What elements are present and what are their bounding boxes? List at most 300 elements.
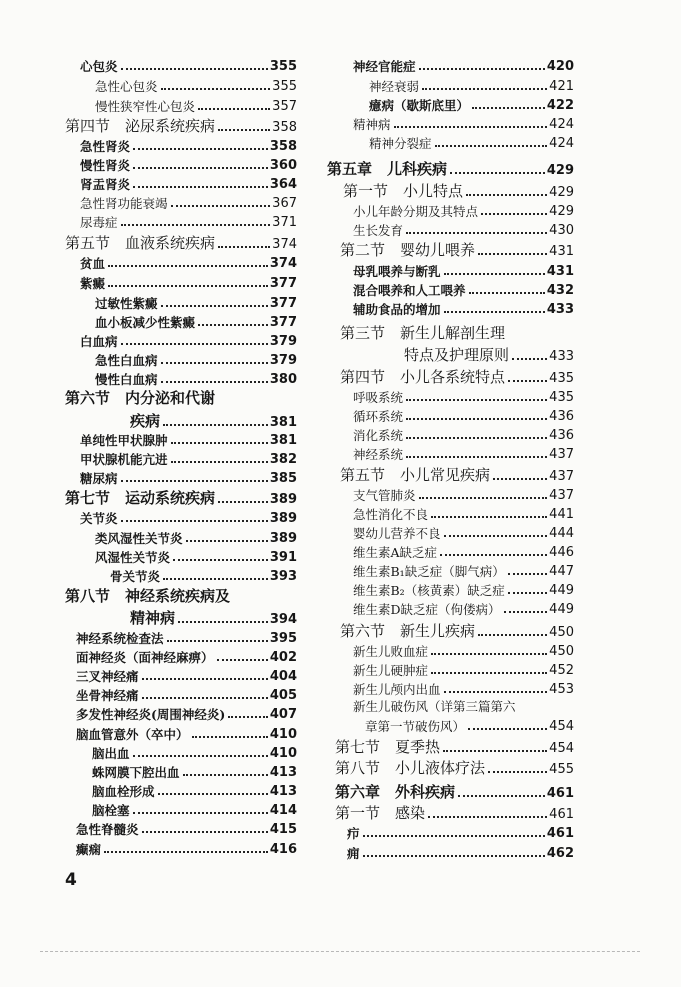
- leader-dots: [363, 855, 545, 857]
- entry-title: 癔病（歇斯底里）: [369, 97, 470, 113]
- toc-entry: [92, 804, 297, 817]
- entry-page: 374: [272, 237, 297, 252]
- entry-page: 431: [546, 264, 574, 279]
- entry-page: 393: [269, 569, 297, 584]
- toc-chapter: [335, 785, 574, 800]
- toc-entry: [92, 785, 297, 798]
- leader-dots: [419, 497, 548, 499]
- entry-title: 骨关节炎: [110, 568, 161, 584]
- leader-dots: [142, 678, 268, 680]
- toc-entry: [353, 683, 574, 696]
- entry-page: 433: [546, 302, 574, 317]
- toc-entry: [369, 137, 574, 150]
- toc-section: [340, 243, 574, 258]
- entry-page: 444: [549, 526, 574, 541]
- entry-page: 461: [546, 786, 574, 801]
- entry-title: 婴幼儿营养不良: [353, 525, 441, 541]
- leader-dots: [444, 311, 545, 313]
- toc-entry: [95, 100, 297, 113]
- entry-page: 435: [549, 371, 574, 386]
- entry-page: 377: [269, 315, 297, 330]
- entry-title: 风湿性关节炎: [95, 549, 171, 565]
- entry-title: 第五节 血液系统疾病: [65, 234, 216, 252]
- toc-entry: [80, 60, 297, 73]
- toc-entry: [76, 632, 297, 645]
- leader-dots: [428, 816, 547, 818]
- leader-dots: [133, 186, 268, 188]
- entry-page: 405: [269, 688, 297, 703]
- leader-dots: [488, 771, 547, 773]
- toc-section: [335, 806, 574, 821]
- leader-dots: [218, 129, 270, 131]
- entry-title: 急性心包炎: [95, 78, 158, 94]
- entry-title: 辅助食品的增加: [353, 301, 441, 317]
- leader-dots: [406, 232, 547, 234]
- toc-entry: [80, 140, 297, 153]
- toc-section: [335, 740, 574, 755]
- leader-dots: [171, 442, 268, 444]
- entry-page: 447: [549, 564, 574, 579]
- leader-dots: [363, 835, 545, 837]
- toc-entry: [95, 551, 297, 564]
- entry-page: 422: [546, 98, 574, 113]
- entry-page: 437: [549, 447, 574, 462]
- entry-page: 382: [269, 452, 297, 467]
- entry-title: 第四节 小儿各系统特点: [340, 368, 506, 386]
- toc-section: [340, 624, 574, 639]
- entry-title: 章第一节破伤风）: [365, 718, 466, 734]
- toc-entry: [80, 159, 297, 172]
- entry-title: 新生儿硬肿症: [353, 662, 429, 678]
- leader-dots: [158, 793, 268, 795]
- leader-dots: [121, 343, 268, 345]
- leader-dots: [472, 107, 545, 109]
- toc-entry: [353, 527, 574, 540]
- entry-title: 第五节 小儿常见疾病: [340, 466, 491, 484]
- leader-dots: [133, 148, 268, 150]
- toc-entry-line1: 新生儿破伤风（详第三篇第六: [353, 699, 516, 714]
- entry-title: 神经官能症: [353, 58, 416, 74]
- toc-entry: [353, 584, 574, 597]
- entry-title: 神经系统检查法: [76, 630, 164, 646]
- toc-entry: [76, 689, 297, 702]
- entry-title: 第六节 新生儿疾病: [340, 622, 476, 640]
- toc-entry: [353, 489, 574, 502]
- entry-page: 420: [546, 59, 574, 74]
- entry-title: 慢性肾炎: [80, 157, 131, 173]
- entry-title: 消化系统: [353, 427, 404, 443]
- entry-title: 糖尿病: [80, 470, 118, 486]
- entry-page: 424: [549, 117, 574, 132]
- leader-dots: [104, 851, 268, 853]
- entry-title: 关节炎: [80, 510, 118, 526]
- toc-entry: [353, 448, 574, 461]
- toc-entry: [95, 297, 297, 310]
- toc-entry: [80, 216, 297, 229]
- entry-page: 394: [269, 612, 297, 627]
- leader-dots: [508, 573, 547, 575]
- entry-page: 389: [269, 511, 297, 526]
- leader-dots: [394, 126, 548, 128]
- toc-entry: [369, 80, 574, 93]
- leader-dots: [192, 736, 268, 738]
- entry-page: 429: [549, 204, 574, 219]
- entry-title: 过敏性紫癜: [95, 295, 158, 311]
- entry-page: 377: [269, 296, 297, 311]
- entry-title: 第七节 运动系统疾病: [65, 489, 216, 507]
- entry-page: 441: [549, 507, 574, 522]
- entry-title: 第四节 泌尿系统疾病: [65, 117, 216, 135]
- toc-entry: [347, 847, 574, 860]
- leader-dots: [198, 108, 270, 110]
- toc-entry: [353, 118, 574, 131]
- toc-entry: [95, 354, 297, 367]
- leader-dots: [133, 755, 268, 757]
- entry-title: 第一节 小儿特点: [343, 182, 464, 200]
- entry-page: 429: [549, 185, 574, 200]
- entry-page: 389: [269, 492, 297, 507]
- entry-page: 381: [269, 415, 297, 430]
- entry-page: 357: [272, 99, 297, 114]
- entry-page: 446: [549, 545, 574, 560]
- entry-title: 类风湿性关节炎: [95, 530, 183, 546]
- toc-entry: [80, 453, 297, 466]
- toc-entry: [76, 651, 297, 664]
- entry-title: 肾盂肾炎: [80, 176, 131, 192]
- leader-dots: [431, 672, 547, 674]
- toc-entry: [353, 224, 574, 237]
- entry-title: 心包炎: [80, 58, 118, 74]
- leader-dots: [198, 324, 268, 326]
- leader-dots: [161, 381, 268, 383]
- toc-entry: [353, 284, 574, 297]
- toc-section: [340, 370, 574, 385]
- leader-dots: [121, 480, 268, 482]
- entry-page: 433: [549, 349, 574, 364]
- entry-title: 贫血: [80, 255, 106, 271]
- entry-page: 414: [269, 803, 297, 818]
- toc-section: [130, 414, 297, 429]
- entry-title: 疾病: [130, 412, 161, 430]
- entry-title: 痈: [347, 845, 360, 861]
- entry-page: 424: [549, 136, 574, 151]
- toc-entry: [365, 720, 574, 733]
- entry-page: 449: [549, 583, 574, 598]
- entry-title: 精神病: [130, 609, 176, 627]
- toc-entry: [76, 843, 297, 856]
- entry-page: 432: [546, 283, 574, 298]
- leader-dots: [508, 592, 547, 594]
- entry-page: 360: [269, 158, 297, 173]
- entry-title: 第一节 感染: [335, 804, 426, 822]
- leader-dots: [406, 437, 547, 439]
- leader-dots: [142, 831, 268, 833]
- entry-title: 脑出血: [92, 745, 130, 761]
- entry-page: 374: [269, 256, 297, 271]
- entry-title: 新生儿败血症: [353, 643, 429, 659]
- entry-title: 维生素A缺乏症: [353, 544, 438, 560]
- leader-dots: [121, 520, 268, 522]
- toc-entry: [80, 434, 297, 447]
- entry-page: 454: [549, 741, 574, 756]
- entry-title: 急性肾炎: [80, 138, 131, 154]
- leader-dots: [228, 716, 268, 718]
- leader-dots: [466, 194, 547, 196]
- leader-dots: [167, 640, 268, 642]
- toc-entry: [95, 373, 297, 386]
- toc-entry: [80, 512, 297, 525]
- toc-section-line1: 第六节 内分泌和代谢: [65, 389, 216, 407]
- entry-page: 435: [549, 390, 574, 405]
- entry-title: 维生素B₂（核黄素）缺乏症: [353, 582, 505, 598]
- toc-entry: [95, 316, 297, 329]
- toc-section-line1: 第八节 神经系统疾病及: [65, 587, 231, 605]
- leader-dots: [443, 750, 547, 752]
- leader-dots: [504, 611, 548, 613]
- entry-title: 蛛网膜下腔出血: [92, 764, 180, 780]
- entry-title: 脑栓塞: [92, 802, 130, 818]
- entry-title: 白血病: [80, 333, 118, 349]
- leader-dots: [218, 246, 270, 248]
- entry-title: 脑血栓形成: [92, 783, 155, 799]
- toc-entry: [80, 178, 297, 191]
- entry-page: 429: [546, 163, 574, 178]
- leader-dots: [161, 305, 268, 307]
- entry-title: 急性白血病: [95, 352, 158, 368]
- entry-title: 呼吸系统: [353, 389, 404, 405]
- entry-title: 第五章 儿科疾病: [327, 160, 448, 178]
- toc-entry: [369, 99, 574, 112]
- leader-dots: [161, 362, 268, 364]
- entry-title: 三叉神经痛: [76, 668, 139, 684]
- entry-title: 面神经炎（面神经麻痹）: [76, 649, 214, 665]
- entry-page: 410: [269, 727, 297, 742]
- entry-title: 循环系统: [353, 408, 404, 424]
- entry-page: 437: [549, 488, 574, 503]
- entry-page: 371: [272, 215, 297, 230]
- entry-title: 尿毒症: [80, 214, 118, 230]
- toc-section: [340, 468, 574, 483]
- entry-page: 462: [546, 846, 574, 861]
- leader-dots: [406, 456, 547, 458]
- entry-title: 紫癜: [80, 275, 106, 291]
- entry-page: 449: [549, 602, 574, 617]
- entry-page: 437: [549, 469, 574, 484]
- toc-entry: [353, 508, 574, 521]
- toc-section: [343, 184, 574, 199]
- entry-page: 391: [269, 550, 297, 565]
- entry-title: 第七节 夏季热: [335, 738, 441, 756]
- toc-entry: [76, 728, 297, 741]
- entry-title: 神经系统: [353, 446, 404, 462]
- entry-title: 急性脊髓炎: [76, 821, 139, 837]
- toc-entry: [353, 664, 574, 677]
- leader-dots: [108, 265, 268, 267]
- entry-title: 支气管肺炎: [353, 487, 416, 503]
- entry-page: 461: [549, 807, 574, 822]
- entry-page: 421: [549, 79, 574, 94]
- entry-page: 415: [269, 822, 297, 837]
- entry-page: 380: [269, 372, 297, 387]
- entry-title: 混合喂养和人工喂养: [353, 282, 466, 298]
- entry-page: 355: [269, 59, 297, 74]
- entry-page: 355: [272, 79, 297, 94]
- toc-chapter: [327, 162, 574, 177]
- entry-page: 430: [549, 223, 574, 238]
- entry-page: 452: [549, 663, 574, 678]
- toc-section: [335, 761, 574, 776]
- entry-page: 358: [269, 139, 297, 154]
- entry-title: 脑血管意外（卒中）: [76, 726, 189, 742]
- entry-page: 358: [272, 120, 297, 135]
- toc-entry: [76, 823, 297, 836]
- toc-entry: [80, 472, 297, 485]
- toc-entry: [353, 265, 574, 278]
- scan-artifact-line: [40, 951, 640, 952]
- leader-dots: [133, 167, 268, 169]
- leader-dots: [444, 535, 548, 537]
- entry-page: 410: [269, 746, 297, 761]
- entry-page: 453: [549, 682, 574, 697]
- entry-title: 癫痫: [76, 841, 102, 857]
- entry-title: 精神病: [353, 116, 391, 132]
- toc-section: [65, 491, 297, 506]
- leader-dots: [142, 697, 268, 699]
- entry-title: 生长发育: [353, 222, 404, 238]
- entry-title: 单纯性甲状腺肿: [80, 432, 168, 448]
- leader-dots: [406, 418, 547, 420]
- entry-page: 413: [269, 765, 297, 780]
- entry-title: 急性肾功能衰竭: [80, 195, 168, 211]
- leader-dots: [178, 621, 268, 623]
- entry-page: 455: [549, 762, 574, 777]
- leader-dots: [406, 399, 547, 401]
- leader-dots: [108, 285, 268, 287]
- entry-page: 407: [269, 707, 297, 722]
- entry-title: 急性消化不良: [353, 506, 429, 522]
- entry-title: 多发性神经炎(周围神经炎): [76, 706, 226, 722]
- entry-page: 436: [549, 409, 574, 424]
- leader-dots: [450, 172, 545, 174]
- toc-entry: [95, 532, 297, 545]
- leader-dots: [186, 540, 268, 542]
- entry-page: 379: [269, 334, 297, 349]
- leader-dots: [478, 634, 547, 636]
- leader-dots: [173, 559, 268, 561]
- toc-entry: [353, 205, 574, 218]
- toc-entry: [353, 303, 574, 316]
- entry-page: 461: [546, 826, 574, 841]
- toc-section: [65, 119, 297, 134]
- leader-dots: [440, 554, 547, 556]
- entry-page: 395: [269, 631, 297, 646]
- leader-dots: [481, 213, 547, 215]
- toc-entry: [92, 766, 297, 779]
- entry-title: 精神分裂症: [369, 135, 432, 151]
- toc-entry: [95, 80, 297, 93]
- leader-dots: [121, 68, 268, 70]
- entry-title: 慢性白血病: [95, 371, 158, 387]
- toc-entry: [110, 570, 297, 583]
- entry-title: 维生素B₁缺乏症（脚气病）: [353, 563, 505, 579]
- toc-section: [65, 236, 297, 251]
- entry-title: 甲状腺机能亢进: [80, 451, 168, 467]
- leader-dots: [422, 88, 547, 90]
- leader-dots: [431, 653, 547, 655]
- leader-dots: [171, 205, 271, 207]
- entry-title: 小儿年龄分期及其特点: [353, 203, 479, 219]
- toc-entry: [353, 645, 574, 658]
- leader-dots: [444, 691, 548, 693]
- entry-title: 特点及护理原则: [404, 346, 510, 364]
- toc-entry: [347, 827, 574, 840]
- entry-title: 第六章 外科疾病: [335, 783, 456, 801]
- leader-dots: [458, 795, 545, 797]
- leader-dots: [444, 273, 545, 275]
- toc-entry: [353, 429, 574, 442]
- toc-entry: [353, 391, 574, 404]
- leader-dots: [183, 774, 268, 776]
- leader-dots: [163, 424, 268, 426]
- entry-title: 第八节 小儿液体疗法: [335, 759, 486, 777]
- entry-page: 450: [549, 644, 574, 659]
- leader-dots: [508, 380, 547, 382]
- toc-section: [130, 611, 297, 626]
- toc-entry: [353, 60, 574, 73]
- entry-page: 385: [269, 471, 297, 486]
- leader-dots: [419, 68, 545, 70]
- toc-entry: [353, 603, 574, 616]
- leader-dots: [493, 478, 547, 480]
- entry-page: 450: [549, 625, 574, 640]
- toc-entry: [353, 565, 574, 578]
- entry-page: 364: [269, 177, 297, 192]
- leader-dots: [435, 145, 548, 147]
- entry-page: 436: [549, 428, 574, 443]
- entry-page: 389: [269, 531, 297, 546]
- toc-entry: [353, 546, 574, 559]
- toc-entry: [76, 708, 297, 721]
- toc-entry: [80, 257, 297, 270]
- leader-dots: [133, 812, 268, 814]
- leader-dots: [171, 461, 268, 463]
- leader-dots: [217, 659, 268, 661]
- entry-page: 367: [272, 196, 297, 211]
- entry-page: 402: [269, 650, 297, 665]
- toc-entry: [92, 747, 297, 760]
- entry-title: 疖: [347, 825, 360, 841]
- leader-dots: [512, 358, 547, 360]
- toc-entry: [76, 670, 297, 683]
- toc-section: [404, 348, 574, 363]
- entry-page: 416: [269, 842, 297, 857]
- leader-dots: [121, 224, 271, 226]
- entry-title: 血小板减少性紫癜: [95, 314, 196, 330]
- toc-entry: [353, 410, 574, 423]
- leader-dots: [468, 728, 547, 730]
- entry-title: 慢性狭窄性心包炎: [95, 98, 196, 114]
- leader-dots: [469, 292, 545, 294]
- entry-title: 神经衰弱: [369, 78, 420, 94]
- toc-entry: [80, 335, 297, 348]
- entry-title: 母乳喂养与断乳: [353, 263, 441, 279]
- entry-page: 454: [549, 719, 574, 734]
- entry-page: 379: [269, 353, 297, 368]
- entry-page: 431: [549, 244, 574, 259]
- leader-dots: [163, 578, 268, 580]
- entry-page: 381: [269, 433, 297, 448]
- page-number: 4: [65, 870, 77, 890]
